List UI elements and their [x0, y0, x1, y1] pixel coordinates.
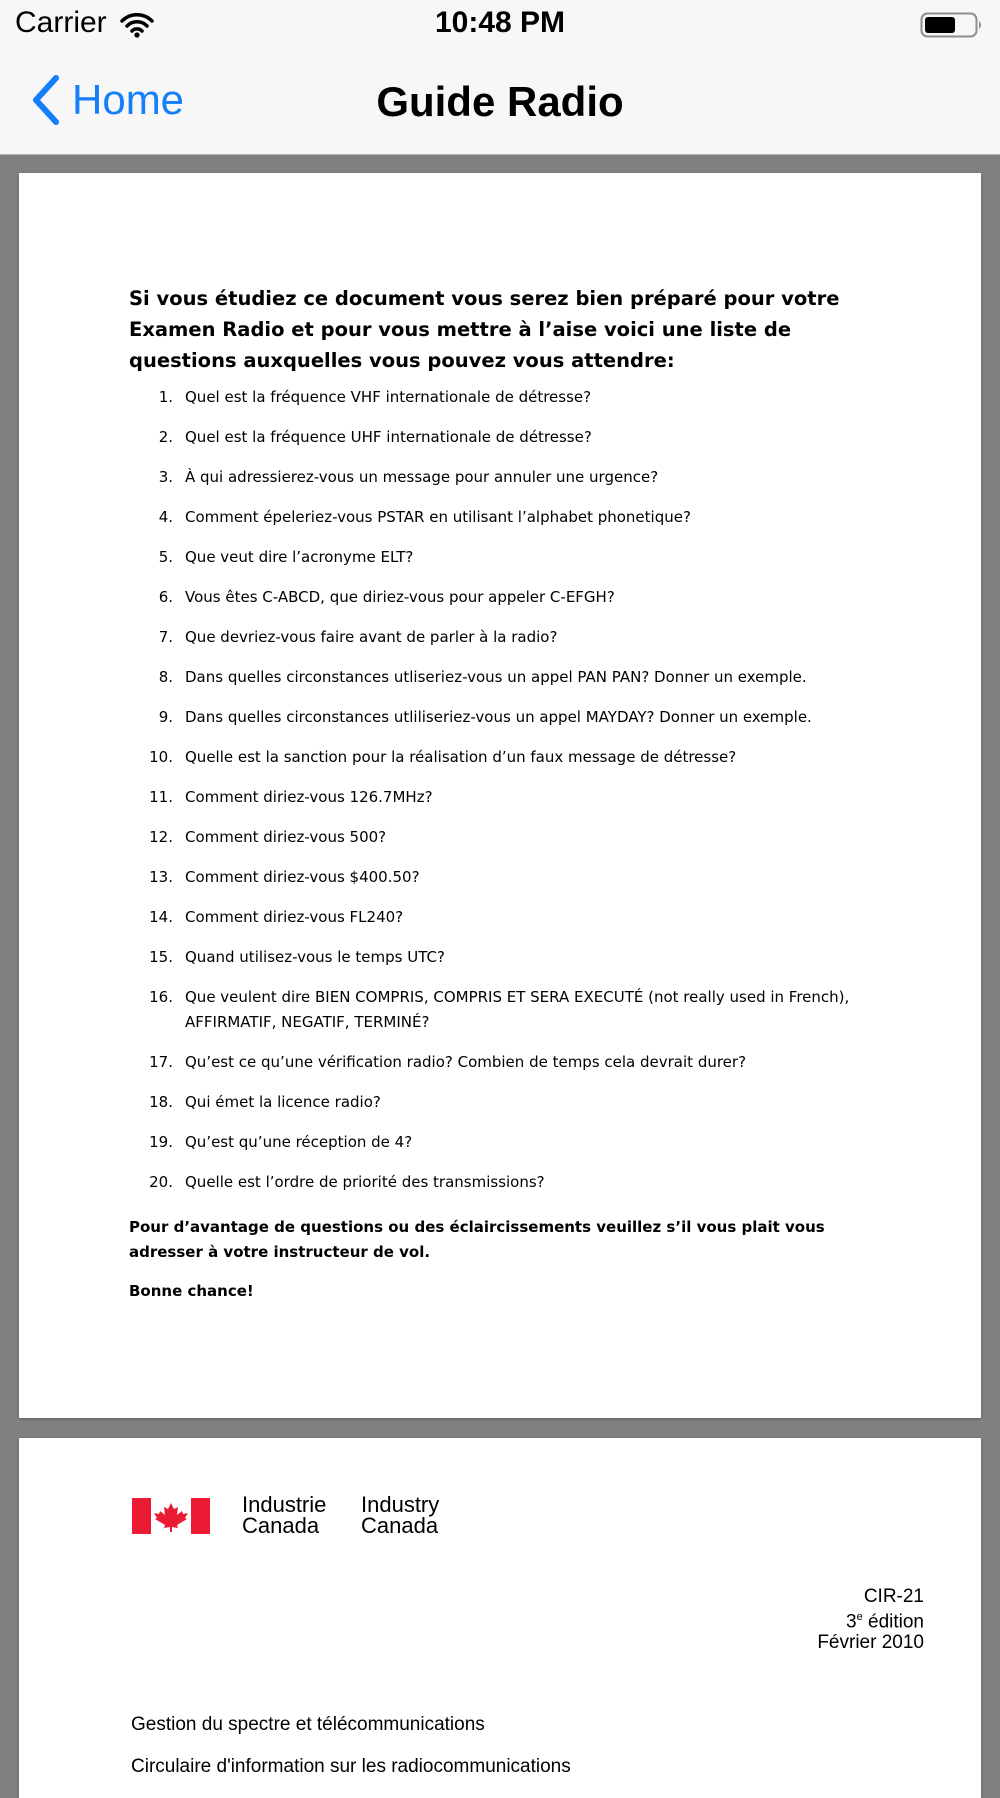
closing-text: Bonne chance!: [129, 1282, 254, 1300]
question-text: Comment diriez-vous 126.7MHz?: [185, 788, 433, 806]
question-number: 15.: [149, 948, 173, 966]
question-text: Quand utilisez-vous le temps UTC?: [185, 948, 445, 966]
pdf-page-1[interactable]: [19, 173, 981, 1418]
subject-heading-1: Gestion du spectre et télécommunications: [131, 1714, 485, 1735]
question-text: Quel est la fréquence VHF internationale de détresse?: [185, 388, 592, 406]
clock: 10:48 PM: [434, 6, 566, 39]
document-info: [817, 1586, 924, 1653]
carrier-label: Carrier: [15, 6, 107, 39]
question-text: Vous êtes C-ABCD, que diriez-vous pour appeler C-EFGH?: [185, 588, 615, 606]
back-button-label: Home: [72, 76, 185, 123]
question-number: 20.: [149, 1173, 173, 1191]
question-number: 2.: [158, 428, 173, 446]
question-number: 3.: [158, 468, 173, 486]
pdf-page-2[interactable]: [19, 1438, 981, 1798]
status-bar: [0, 0, 1000, 50]
question-text: Qu’est qu’une réception de 4?: [185, 1133, 413, 1151]
question-number: 4.: [158, 508, 173, 526]
question-number: 13.: [149, 868, 173, 886]
wordmark-en-line2: Canada: [361, 1513, 439, 1538]
industrie-canada-wordmark: [242, 1494, 326, 1536]
page-title: Guide Radio: [376, 78, 624, 125]
edition-superscript: e: [856, 1611, 863, 1623]
question-text: Quel est la fréquence UHF internationale de détresse?: [185, 428, 592, 446]
question-number: 12.: [149, 828, 173, 846]
question-number: 19.: [149, 1133, 173, 1151]
question-number: 1.: [158, 388, 173, 406]
question-number: 17.: [149, 1053, 173, 1071]
question-text: Qu’est ce qu’une vérification radio? Combien de temps cela devrait durer?: [185, 1053, 747, 1071]
question-number: 16.: [149, 988, 173, 1006]
intro-paragraph: Si vous étudiez ce document vous serez bien préparé pour votre Examen Radio et pour vous mettre à l’aise voici une liste de questions auxquelles vous pouvez vous attendre:: [129, 287, 840, 372]
question-text: Dans quelles circonstances utliseriez-vous un appel PAN PAN? Donner un exemple.: [185, 668, 807, 686]
question-text: Qui émet la licence radio?: [185, 1093, 381, 1111]
question-text: Quelle est la sanction pour la réalisation d’un faux message de détresse?: [185, 748, 737, 766]
subject-heading-2: Circulaire d'information sur les radiocommunications: [131, 1756, 571, 1777]
question-text: Comment diriez-vous 500?: [185, 828, 387, 846]
question-text: Comment diriez-vous $400.50?: [185, 868, 420, 886]
question-text: Que devriez-vous faire avant de parler à la radio?: [185, 628, 558, 646]
document-code: CIR-21: [863, 1586, 924, 1607]
question-number: 18.: [149, 1093, 173, 1111]
question-number: 14.: [149, 908, 173, 926]
edition-line: [817, 1607, 924, 1632]
question-text: Comment épeleriez-vous PSTAR en utilisant l’alphabet phonetique?: [185, 508, 691, 526]
document-date: Février 2010: [817, 1632, 924, 1654]
question-text: Que veut dire l’acronyme ELT?: [185, 548, 414, 566]
question-text: Que veulent dire BIEN COMPRIS, COMPRIS ET SERA EXECUTÉ (not really used in French), AFFIRMATIF, NEGATIF, TERMINÉ?: [185, 988, 850, 1031]
question-number: 5.: [158, 548, 173, 566]
question-text: À qui adressierez-vous un message pour annuler une urgence?: [185, 468, 659, 486]
canada-flag-icon: [132, 1498, 210, 1534]
question-number: 6.: [158, 588, 173, 606]
outro-paragraph: Pour d’avantage de questions ou des éclaircissements veuillez s’il vous plait vous adresser à votre instructeur de vol.: [129, 1218, 825, 1261]
question-number: 10.: [149, 748, 173, 766]
navigation-bar: [0, 50, 1000, 155]
edition-word: édition: [862, 1611, 924, 1633]
question-number: 7.: [158, 628, 173, 646]
industry-canada-wordmark: [361, 1494, 439, 1536]
edition-number: 3: [846, 1611, 857, 1633]
battery-icon: [920, 12, 984, 43]
wordmark-fr-line1: Industrie: [242, 1492, 327, 1517]
question-number: 9.: [158, 708, 173, 726]
question-number: 11.: [149, 788, 173, 806]
wordmark-fr-line2: Canada: [242, 1513, 320, 1538]
question-text: Comment diriez-vous FL240?: [185, 908, 404, 926]
question-text: Dans quelles circonstances utliliseriez-vous un appel MAYDAY? Donner un exemple.: [185, 708, 812, 726]
question-text: Quelle est l’ordre de priorité des transmissions?: [185, 1173, 545, 1191]
wordmark-en-line1: Industry: [361, 1492, 440, 1517]
question-number: 8.: [158, 668, 173, 686]
